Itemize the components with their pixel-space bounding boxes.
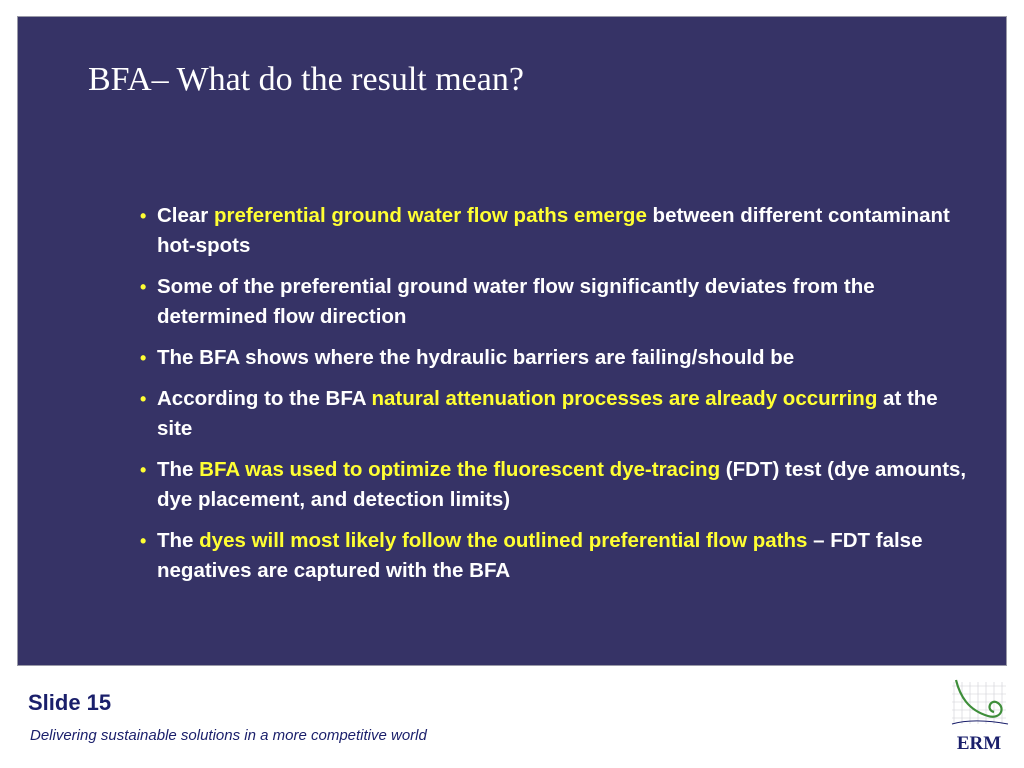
highlighted-text: dyes will most likely follow the outlined preferential flow paths [199,529,808,552]
highlighted-text: preferential ground water flow paths emerge [213,204,647,227]
bullet-text: between different contaminant hot-spots [157,204,950,257]
bullet-item [140,343,975,373]
bullet-text: (FDT) test (dye amounts, dye placement, and detection limits) [157,458,967,511]
bullet-icon: • [140,531,147,551]
slide-number: Slide 15 [28,690,112,715]
logo-text: ERM [956,733,1002,754]
bullet-text: Clear [157,204,214,227]
bullet-text: The BFA shows where the hydraulic barriers are failing/should be [157,346,795,369]
bullet-item [140,384,975,444]
bullet-icon: • [140,206,147,226]
bullet-text: The [157,529,200,552]
bullet-icon: • [140,348,147,368]
slide-title: BFA– What do the result mean? [88,61,524,98]
bullet-text: – FDT false negatives are captured with the BFA [157,529,923,582]
bullet-icon: • [140,460,147,480]
highlighted-text: BFA was used to optimize the fluorescent dye-tracing [199,458,721,481]
bullet-text: The [157,458,200,481]
bullet-icon: • [140,389,147,409]
bullet-text: According to the BFA [157,387,372,410]
bullet-item [140,272,975,332]
footer-tagline: Delivering sustainable solutions in a more competitive world [30,727,427,744]
bullet-item [140,201,975,261]
bullet-list [140,201,975,597]
bullet-item [140,455,975,515]
bullet-item [140,526,975,586]
bullet-icon: • [140,277,147,297]
bullet-text: Some of the preferential ground water flow significantly deviates from the determined flow direction [157,275,875,328]
highlighted-text: natural attenuation processes are already occurring [371,387,878,410]
slide-panel [17,16,1007,666]
bullet-text: at the site [157,387,938,440]
